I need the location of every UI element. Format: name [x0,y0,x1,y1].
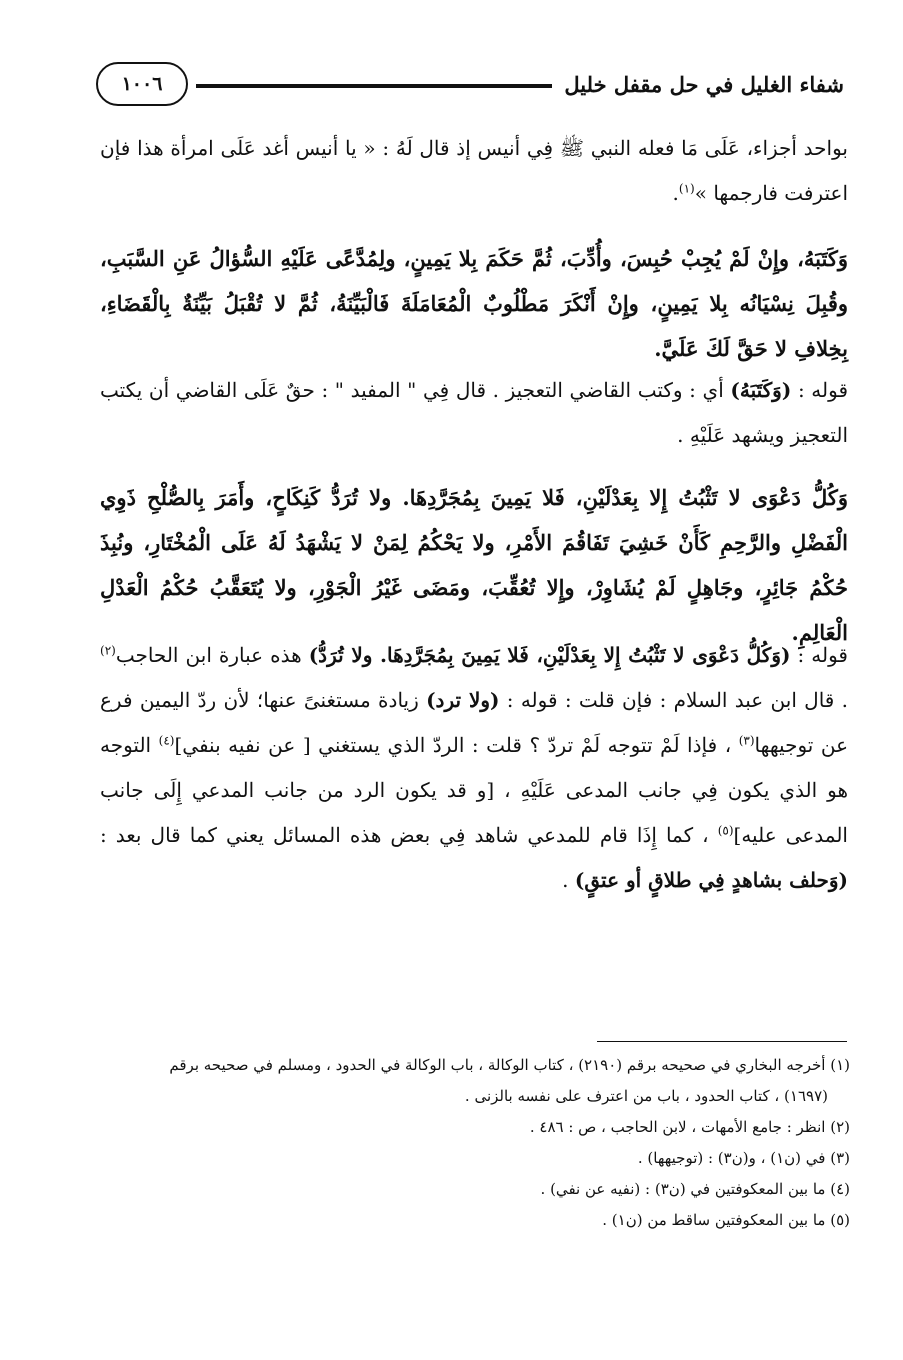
matn-block-1 [100,236,848,371]
paragraph-text: أي : وكتب القاضي التعجيز . قال فِي " المفيد " : حقٌ عَلَى القاضي أن يكتب التعجيز ويشهد عَلَيْهِ . [100,378,848,447]
footnote-1-continuation: (١٦٩٧) ، كتاب الحدود ، باب من اعترف على نفسه بالزنى . [464,1087,828,1105]
paragraph-text: هذه عبارة ابن الحاجب [115,643,302,667]
qawluhu-label: قوله : [797,643,848,667]
running-title: شفاء الغليل في حل مقفل خليل [564,72,844,97]
paragraph-text: . قال ابن عبد السلام : فإن قلت : قوله : [506,688,849,712]
paragraph-text: التوجه هو الذي يكون فِي جانب المدعى عَلَيْهِ ، [و قد يكون الرد من جانب المدعي إِلَى جانب المدعى عليه] [100,733,848,847]
footnote-ref[interactable]: (٢) [100,643,116,658]
paragraph-end: . [672,181,679,205]
quoted-matn: (ولا ترد) [426,688,500,712]
paragraph-end: . [562,868,569,892]
footnote-1: (١) أخرجه البخاري في صحيحه برقم (٢١٩٠) ، كتاب الوكالة ، باب الوكالة في الحدود ، ومسلم في صحيحه برقم [169,1056,850,1074]
paragraph-1 [100,126,848,216]
quoted-matn: (وَحلف بشاهدٍ فِي طلاقٍ أو عتقٍ) [574,868,848,892]
paragraph-text: ، فإذا لَمْ تتوجه لَمْ تردّ ؟ قلت : الردّ الذي يستغني [ عن نفيه بنفي] [174,733,732,757]
paragraph-text: بواحد أجزاء، عَلَى مَا فعله النبي ﷺ فِي أنيس إذ قال لَهُ : « يا أنيس أغد عَلَى امرأة هذا فإن اعترفت فارجمها » [100,136,848,205]
footnote-3: (٣) في (ن١) ، و(ن٣) : (توجيهها) . [637,1149,850,1167]
paragraph-text: زيادة مستغنىً عنها؛ لأن ردّ اليمين فرع عن توجيهها [100,688,849,757]
matn-text: وَكُلُّ دَعْوَى لا تَثْبُتُ إِلا بِعَدْلَيْنِ، فَلا يَمِينَ بِمُجَرَّدِهَا. ولا تُرَدُّ كَنِكَاحٍ، وأَمَرَ بِالصُّلْحِ ذَوِي الْفَضْلِ والرَّحِمِ كَأَنْ خَشِيَ تَفَاقُمَ الأَمْرِ، ولا يَحْكُمُ لِمَنْ لا يَشْهَدُ لَهُ عَلَى الْمُخْتَارِ، ونُبِذَ حُكْمُ جَائِرٍ، وجَاهِلٍ لَمْ يُشَاوِرْ، وإِلا تُعُقِّبَ، ومَضَى غَيْرُ الْجَوْرِ، ولا يُتَعَقَّبُ حُكْمُ الْعَدْلِ الْعَالِمِ. [100,485,848,645]
paragraph-2 [100,368,848,458]
matn-block-2 [100,475,848,658]
footnote-ref[interactable]: (٣) [738,733,755,748]
page-number: ١٠٠٦ [96,62,188,106]
quoted-matn: (وَكَتَبَهُ) [730,378,792,402]
footnote-5: (٥) ما بين المعكوفتين ساقط من (ن١) . [602,1211,850,1229]
footnote-separator [597,1041,847,1042]
footnote-ref[interactable]: (١) [678,181,695,196]
paragraph-3 [100,633,848,903]
footnotes [98,1050,850,1236]
footnote-ref[interactable]: (٥) [717,823,734,838]
footnote-4: (٤) ما بين المعكوفتين في (ن٣) : (نفيه عن نفي) . [540,1180,850,1198]
footnote-2: (٢) انظر : جامع الأمهات ، لابن الحاجب ، ص : ٤٨٦ . [529,1118,850,1136]
qawluhu-label: قوله : [797,378,849,402]
header-rule [196,84,552,88]
matn-text: وَكَتَبَهُ، وإِنْ لَمْ يُجِبْ حُبِسَ، وأُدِّبَ، ثُمَّ حَكَمَ بِلا يَمِينٍ، ولِمُدَّعًى عَلَيْهِ السُّؤالُ عَنِ السَّبَبِ، وقُبِلَ نِسْيَانُه بِلا يَمِينٍ، وإِنْ أَنْكَرَ مَطْلُوبٌ الْمُعَامَلَةَ فَالْبَيِّنَةُ، ثُمَّ لا تُقْبَلُ بَيِّنَةٌ بِالْقَضَاءِ، بِخِلافِ لا حَقَّ لَكَ عَلَيَّ. [100,246,849,361]
footnote-ref[interactable]: (٤) [158,733,175,748]
paragraph-text: ، كما إِذَا قام للمدعي شاهد فِي بعض هذه المسائل يعني كما قال بعد : [100,823,709,847]
quoted-matn: (وَكُلُّ دَعْوَى لا تَثْبُتُ إِلا بِعَدْلَيْنِ، فَلا يَمِينَ بِمُجَرَّدِهَا. ولا تُرَدُّ) [308,643,791,667]
page-header [96,62,844,114]
